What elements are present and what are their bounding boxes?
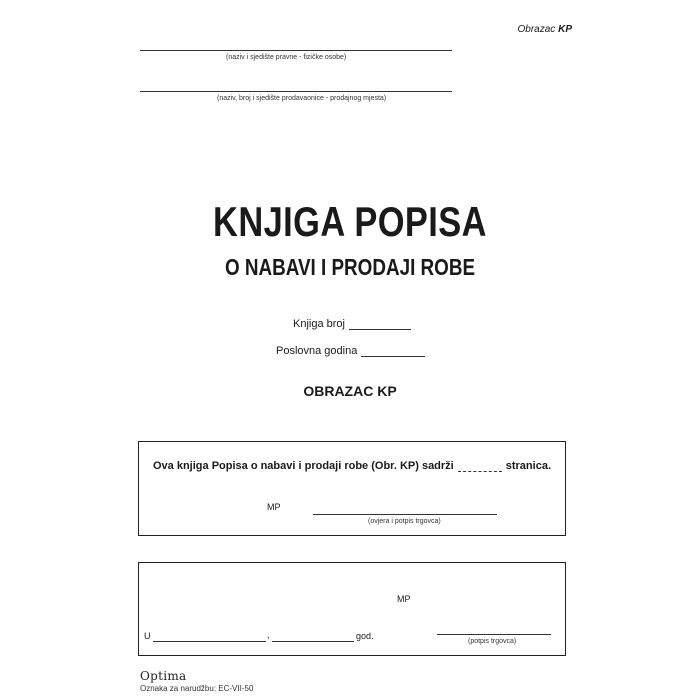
book-number-field: [293, 318, 411, 330]
verification-signature-line[interactable]: [313, 514, 497, 515]
order-code: Oznaka za narudžbu: EC-VII-50: [140, 684, 254, 693]
place-prefix: U: [144, 631, 151, 641]
trader-signature-line[interactable]: [437, 634, 551, 635]
date-input[interactable]: [272, 641, 354, 642]
comma-separator: ,: [267, 630, 270, 640]
optima-logo: Optima: [140, 669, 187, 683]
book-number-label: Knjiga broj: [293, 318, 345, 330]
business-year-field: [276, 345, 425, 357]
company-name-line[interactable]: [140, 50, 452, 51]
form-code-bold: KP: [558, 24, 572, 35]
shop-name-line[interactable]: [140, 91, 452, 92]
trader-signature-caption: (potpis trgovca): [468, 638, 517, 645]
document-title: KNJIGA POPISA: [213, 198, 487, 245]
signature-box: [138, 562, 566, 656]
page-count-sentence-start: Ova knjiga Popisa o nabavi i prodaji robe (Obr. KP) sadrži: [153, 460, 454, 472]
page-count-box: [138, 441, 566, 536]
form-label: OBRAZAC KP: [303, 383, 397, 399]
page-count-input[interactable]: [458, 462, 502, 472]
stamp-label: MP: [267, 502, 281, 512]
document-subtitle: O NABAVI I PRODAJI ROBE: [224, 254, 476, 280]
verification-caption: (ovjera i potpis trgovca): [368, 518, 441, 525]
form-code-prefix: Obrazac: [517, 24, 556, 35]
book-number-input[interactable]: [349, 318, 411, 330]
form-code: [518, 24, 572, 35]
company-name-caption: (naziv i sjedište pravne - fizičke osobe): [226, 54, 347, 61]
place-input[interactable]: [153, 641, 266, 642]
business-year-label: Poslovna godina: [276, 345, 358, 357]
page-count-sentence: [139, 460, 565, 472]
year-suffix: god.: [356, 631, 374, 641]
stamp-label-2: MP: [397, 594, 411, 604]
shop-name-caption: (naziv, broj i sjedište prodavaonice - prodajnog mjesta): [217, 95, 387, 102]
business-year-input[interactable]: [361, 345, 425, 357]
page-count-sentence-end: stranica.: [505, 460, 551, 472]
